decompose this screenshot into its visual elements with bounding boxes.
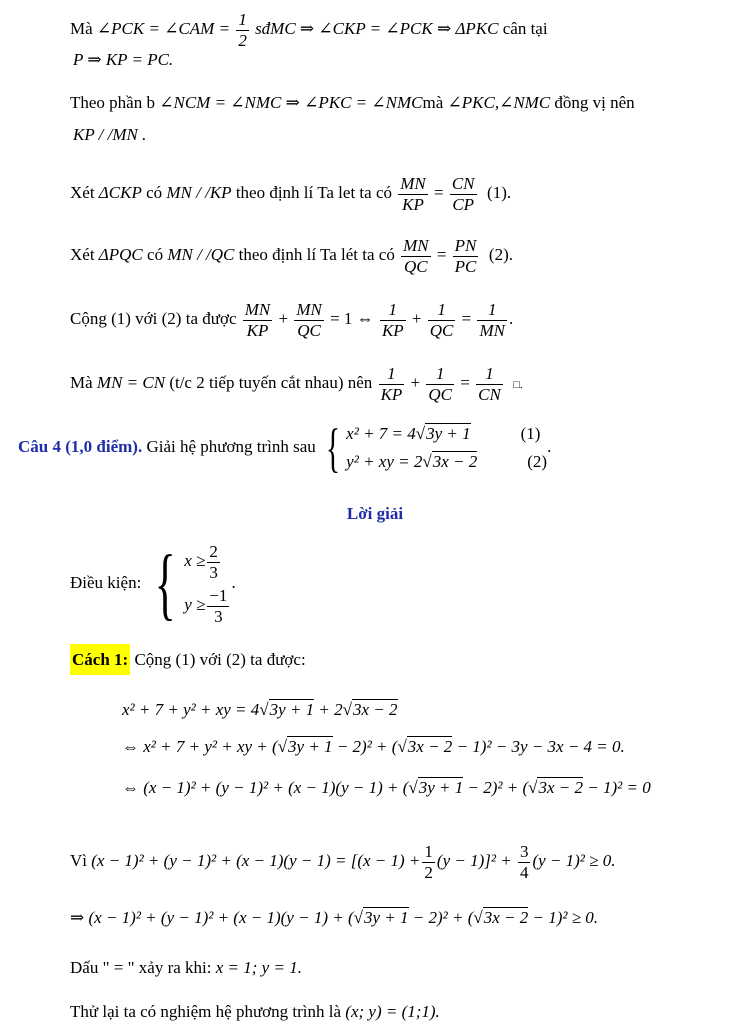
line-1: Mà ∠PCK = ∠CAM = $\frac{1}{2}$ sđMC ⇒ ∠CKP = ∠PCK ⇒ ΔPKC cân tại [70,10,548,50]
line-2: P ⇒ KP = PC. [73,50,174,69]
fraction: $\frac{1}{KP}$ [380,364,403,404]
conclusion: Thử lại ta có nghiệm hệ phương trình là (x; y) = (1;1). [70,1002,440,1021]
line-8: Mà MN = CN (t/c 2 tiếp tuyến cắt nhau) nên $\frac{1}{KP}$ + $\frac{1}{QC}$ = $\frac{1}{CN}$ □. [70,364,523,404]
condition: Điều kiện: { x ≥ $\frac{2}{3}$ y ≥ $\frac{-1}{3}$ . [70,540,236,629]
question-label: Câu 4 (1,0 điểm). [18,436,143,456]
fraction: $\frac{1}{QC}$ [428,364,453,404]
fraction: $\frac{PN}{PC}$ [454,236,477,276]
method-label: Cách 1: [70,644,130,675]
equation-system: x² + 7 = 4√3y + 1 (1) y² + xy = 2√3x − 2 (2) [346,424,548,471]
qed-square-icon: □. [513,378,523,391]
fraction: $\frac{1}{QC}$ [429,300,454,340]
math-implication: sđMC ⇒ ∠CKP = ∠PCK ⇒ ΔPKC [255,18,499,38]
fraction: $\frac{MN}{QC}$ [403,236,429,276]
line-5: Xét ΔCKP có MN / /KP theo định lí Ta let ta có $\frac{MN}{KP}$ = $\frac{CN}{CP}$ (1). [70,174,512,214]
condition-rows: x ≥ $\frac{2}{3}$ y ≥ $\frac{-1}{3}$ [184,542,228,626]
math-angle-equality: ∠PCK = ∠CAM = [96,18,231,38]
inequality-line: Vì (x − 1)² + (y − 1)² + (x − 1)(y − 1) = [(x − 1) + $\frac{1}{2}$ (y − 1)]² + $\frac{3}{4}$ (y − 1)² ≥ 0. [70,842,616,882]
equation-3: ⇔ (x − 1)² + (y − 1)² + (x − 1)(y − 1) + (√3y + 1 − 2)² + (√3x − 2 − 1)² = 0 [122,778,651,797]
solution-title: Lời giải [346,504,404,523]
fraction: $\frac{MN}{QC}$ [296,300,322,340]
fraction: $\frac{MN}{KP}$ [244,300,271,340]
line-7: Cộng (1) với (2) ta được $\frac{MN}{KP}$ + $\frac{MN}{QC}$ = 1 ⇔ $\frac{1}{KP}$ + $\frac{1}{QC}$ = $\frac{1}{MN}$ . [70,300,514,340]
equation-5: ⇒ (x − 1)² + (y − 1)² + (x − 1)(y − 1) + (√3y + 1 − 2)² + (√3x − 2 − 1)² ≥ 0. [70,908,599,927]
line-4: KP / /MN . [73,125,147,144]
fraction: $\frac{1}{MN}$ [479,300,505,340]
condition-brace: { [154,540,176,629]
question-4: Câu 4 (1,0 điểm). Giải hệ phương trình sau { x² + 7 = 4√3y + 1 (1) y² + xy = 2√3x − 2 (2) . [18,418,552,478]
system-brace: { [325,418,341,478]
fraction: $\frac{1}{CN}$ [478,364,501,404]
fraction: $\frac{1}{KP}$ [381,300,404,340]
line-3: Theo phần b ∠NCM = ∠NMC ⇒ ∠PKC = ∠NMCmà ∠PKC,∠NMC đồng vị nên [70,93,635,112]
equality-case: Dấu " = " xảy ra khi: x = 1; y = 1. [70,958,302,977]
fraction: $\frac{CN}{CP}$ [451,174,475,214]
method-1: Cách 1: Cộng (1) với (2) ta được: [70,648,306,672]
line-6: Xét ΔPQC có MN / /QC theo định lí Ta lét ta có $\frac{MN}{QC}$ = $\frac{PN}{PC}$ (2). [70,236,513,276]
equation-2: ⇔ x² + 7 + y² + xy + (√3y + 1 − 2)² + (√3x − 2 − 1)² − 3y − 3x − 4 = 0. [122,737,625,756]
fraction: $\frac{MN}{KP}$ [400,174,426,214]
equation-1: x² + 7 + y² + xy = 4√3y + 1 + 2√3x − 2 [122,700,398,719]
fraction-one-half: $\frac{1}{2}$ [238,10,247,50]
